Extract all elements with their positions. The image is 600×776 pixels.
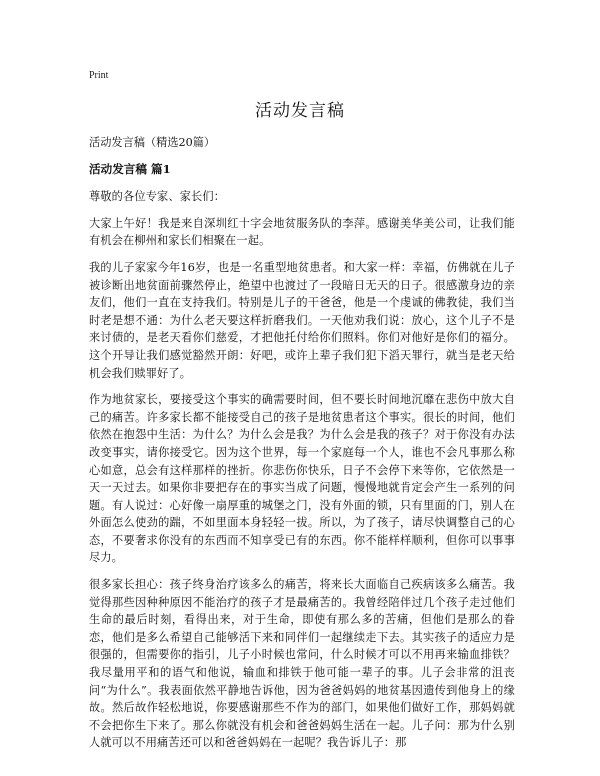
document-subtitle: 活动发言稿（精选20篇） (89, 136, 216, 149)
print-label: Print (89, 70, 109, 81)
section-heading: 活动发言稿 篇1 (89, 161, 171, 176)
body-paragraph: 大家上午好！我是来自深圳红十字会地贫服务队的李萍。感谢美华美公司，让我们能有机会在柳州和家长们相聚在一起。 (89, 216, 515, 248)
document-body (89, 134, 515, 761)
body-paragraph: 我的儿子家家今年16岁，也是一名重型地贫患者。和大家一样：幸福，仿佛就在儿子被诊断出地贫面前骤然停止，绝望中也渡过了一段暗日无天的日子。很感激身边的亲友们，他们一直在支持我们。特别是儿子的干爸爸，他是一个虔诚的佛教徒，我们当时老是想不通：为什么老天要这样折磨我们。一天他劝我们说：放心，这个儿子不是来讨债的，是老天看你们慈爱，才把他托付给你们照料。你们对他好是你们的福分。这个开导让我们感觉豁然开朗：好吧，或许上辈子我们犯下滔天罪行，就当是老天给机会我们赎罪好了。 (89, 260, 515, 380)
greeting-paragraph: 尊敬的各位专家、家长们： (89, 190, 226, 204)
body-paragraph: 作为地贫家长，要接受这个事实的确需要时间，但不要长时间地沉靡在悲伤中放大自己的痛苦。许多家长都不能接受自己的孩子是地贫患者这个事实。很长的时间，他们依然在抱怨中生活：为什么？为什么会是我？为什么会是我的孩子？对于你没有办法改变事实，请你接受它。因为这个世界，每一个家庭每一个人，谁也不会凡事那么称心如意，总会有这样那样的挫折。你悲伤你快乐，日子不会停下来等你，它依然是一天一天过去。如果你非要把存在的事实当成了问题，慢慢地就肯定会产生一系列的问题。有人说过：心好像一扇厚重的城堡之门，没有外面的锁，只有里面的门，别人在外面怎么使劲的踹，不如里面本身轻轻一拔。所以，为了孩子，请尽快调整自己的心态，不要奢求你没有的东西而不知享受已有的东西。你不能样样顺利，但你可以事事尽力。 (89, 393, 515, 565)
body-paragraph: 很多家长担心：孩子终身治疗该多么的痛苦，将来长大面临自己疾病该多么痛苦。我觉得那些因种种原因不能治疗的孩子才是最痛苦的。我曾经陪伴过几个孩子走过他们生命的最后时刻，看得出来，对于生命，即使有那么多的苦痛，但他们是那么的眷恋，他们是多么希望自己能够活下来和同伴们一起继续走下去。其实孩子的适应力是很强的，但需要你的指引，儿子小时候也常问，什么时候才可以不用再来输血排铁？我尽量用平和的语气和他说，输血和排铁于他可能一辈子的事。儿子会非常的沮丧问“为什么”。我表面依然平静地告诉他，因为爸爸妈妈的地贫基因遗传到他身上的缘故。然后故作轻松地说，你要感谢那些不作为的部门，如果他们做好工作，那妈妈就不会把你生下来了。那么你就没有机会和爸爸妈妈生活在一起。儿子问：那为什么别人就可以不用痛苦还可以和爸爸妈妈在一起呢？我告诉儿子：那 (89, 578, 515, 750)
page-title: 活动发言稿 (255, 101, 345, 121)
